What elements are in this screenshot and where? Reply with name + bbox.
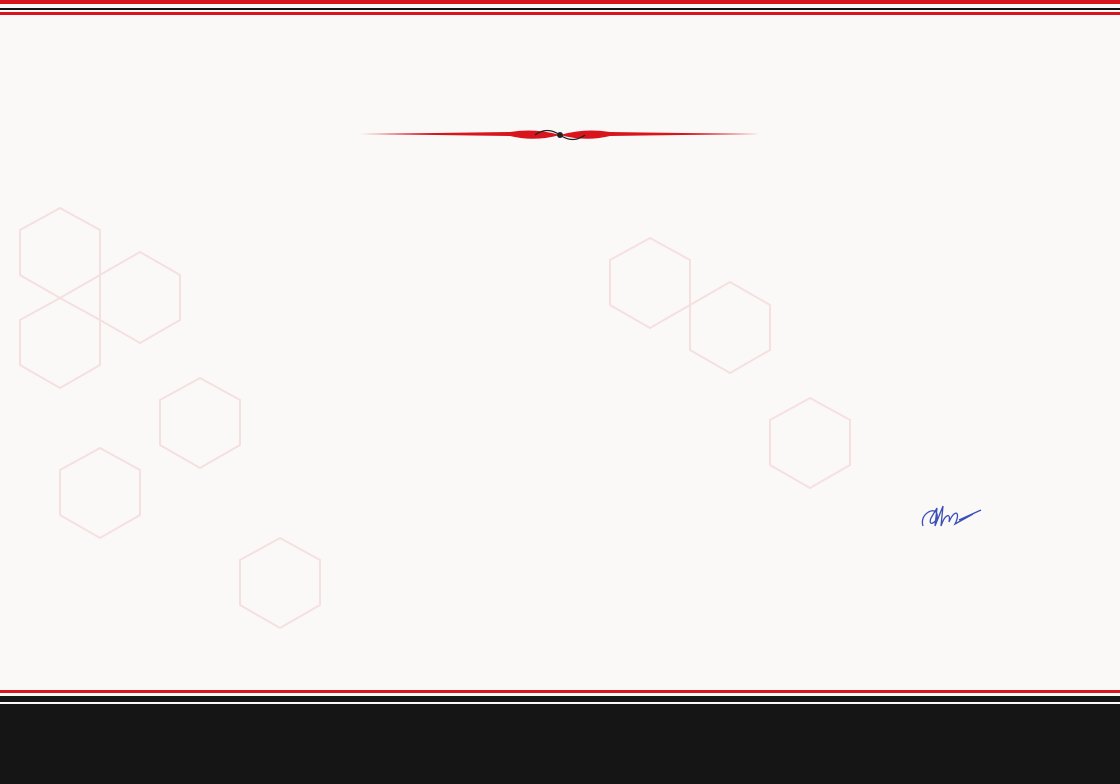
- embroidery-border-top: [0, 0, 1120, 80]
- embroidery-border-bottom: [0, 644, 1120, 784]
- signature: [915, 500, 985, 536]
- title-flourish: [360, 124, 760, 146]
